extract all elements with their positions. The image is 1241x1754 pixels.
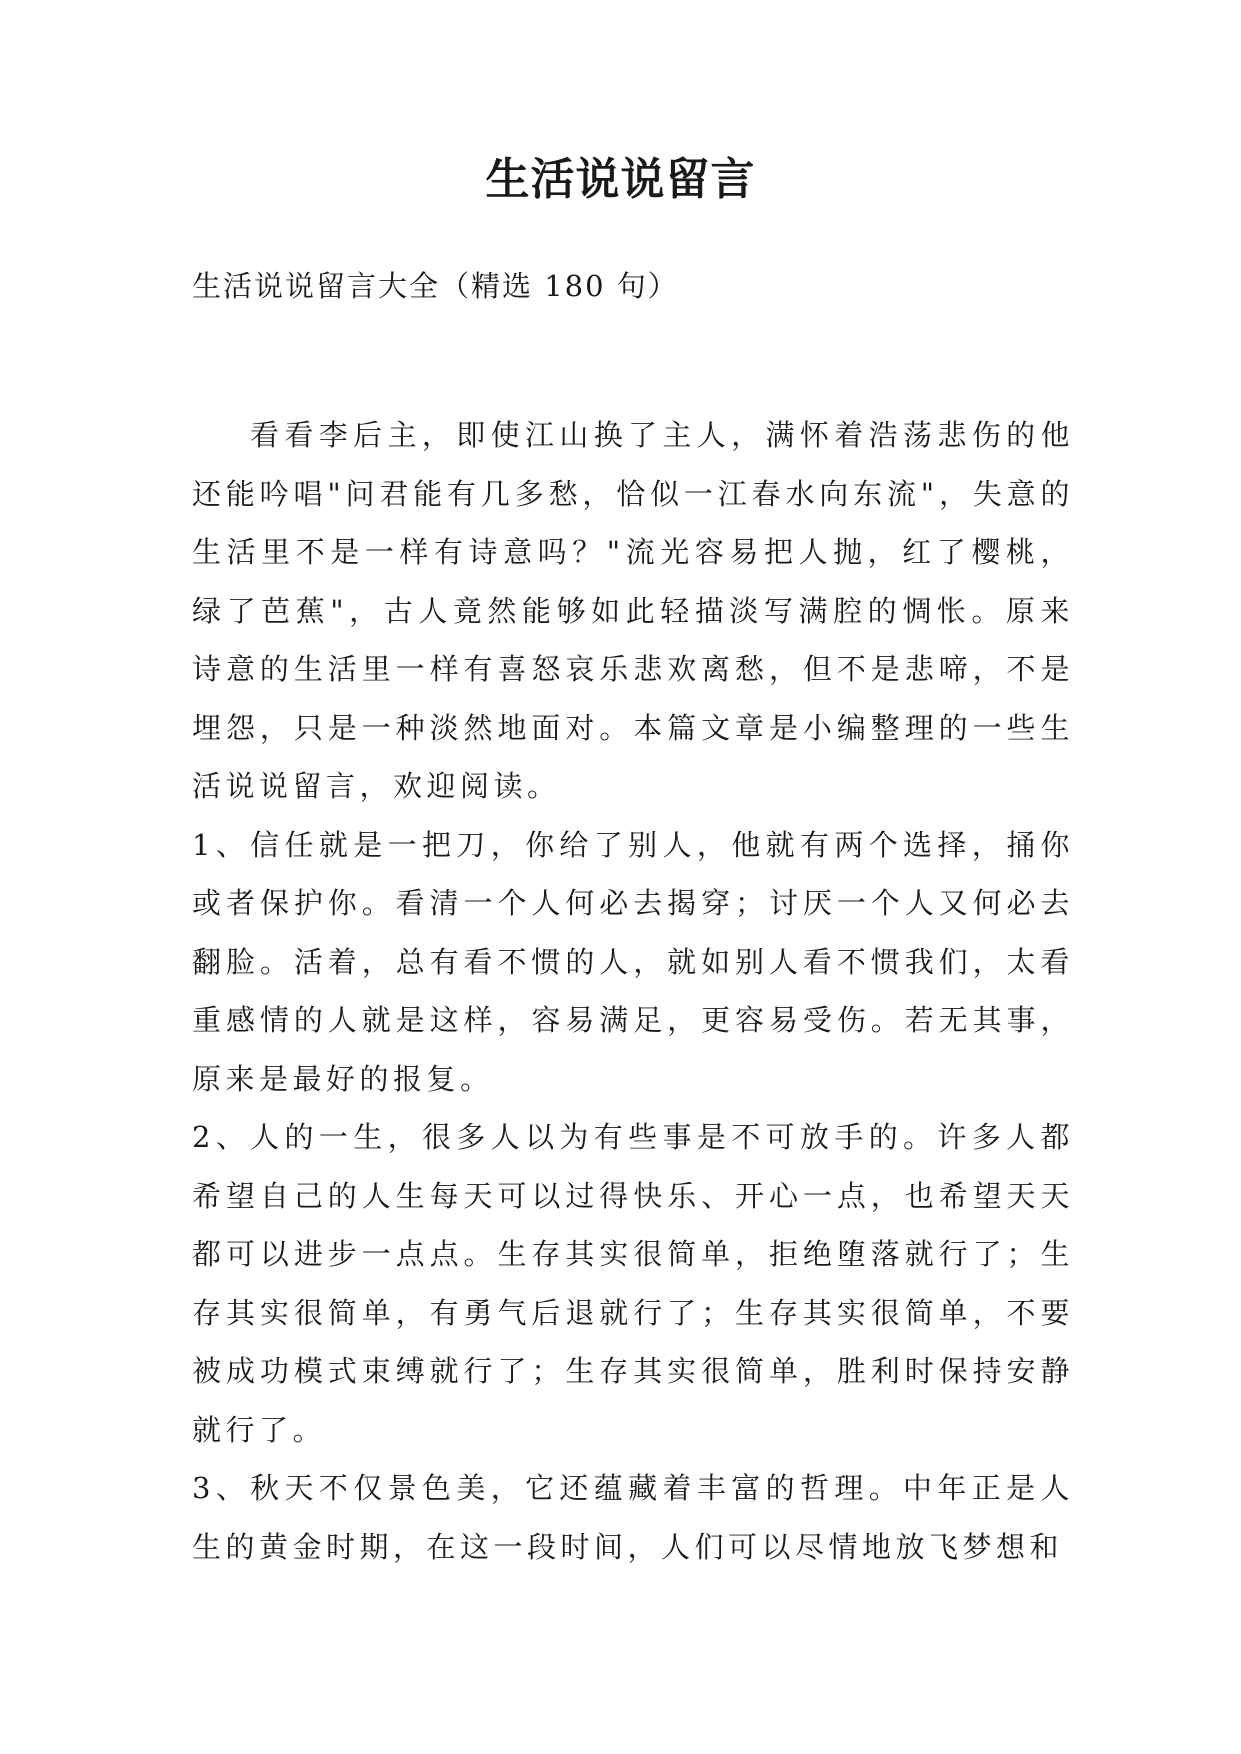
list-item: 3、秋天不仅景色美，它还蕴藏着丰富的哲理。中年正是人生的黄金时期，在这一段时间，人们可以尽情地放飞梦想和 xyxy=(192,1471,1074,1564)
list-item: 2、人的一生，很多人以为有些事是不可放手的。许多人都希望自己的人生每天可以过得快乐、开心一点，也希望天天都可以进步一点点。生存其实很简单，拒绝堕落就行了；生存其实很简单，有勇气后退就行了；生存其实很简单，不要被成功模式束缚就行了；生存其实很简单，胜利时保持安静就行了。 xyxy=(192,1120,1074,1447)
document-body xyxy=(192,406,1074,1576)
intro-paragraph: 看看李后主，即使江山换了主人，满怀着浩荡悲伤的他还能吟唱"问君能有几多愁，恰似一江春水向东流"，失意的生活里不是一样有诗意吗？"流光容易把人抛，红了樱桃，绿了芭蕉"，古人竟然能够如此轻描淡写满腔的惆怅。原来诗意的生活里一样有喜怒哀乐悲欢离愁，但不是悲啼，不是埋怨，只是一种淡然地面对。本篇文章是小编整理的一些生活说说留言，欢迎阅读。 xyxy=(192,418,1074,803)
list-item: 1、信任就是一把刀，你给了别人，他就有两个选择，捅你或者保护你。看清一个人何必去揭穿；讨厌一个人又何必去翻脸。活着，总有看不惯的人，就如别人看不惯我们，太看重感情的人就是这样，容易满足，更容易受伤。若无其事，原来是最好的报复。 xyxy=(192,827,1074,1096)
document-title: 生活说说留言 xyxy=(485,154,756,205)
document-subtitle: 生活说说留言大全（精选 180 句） xyxy=(192,269,679,303)
